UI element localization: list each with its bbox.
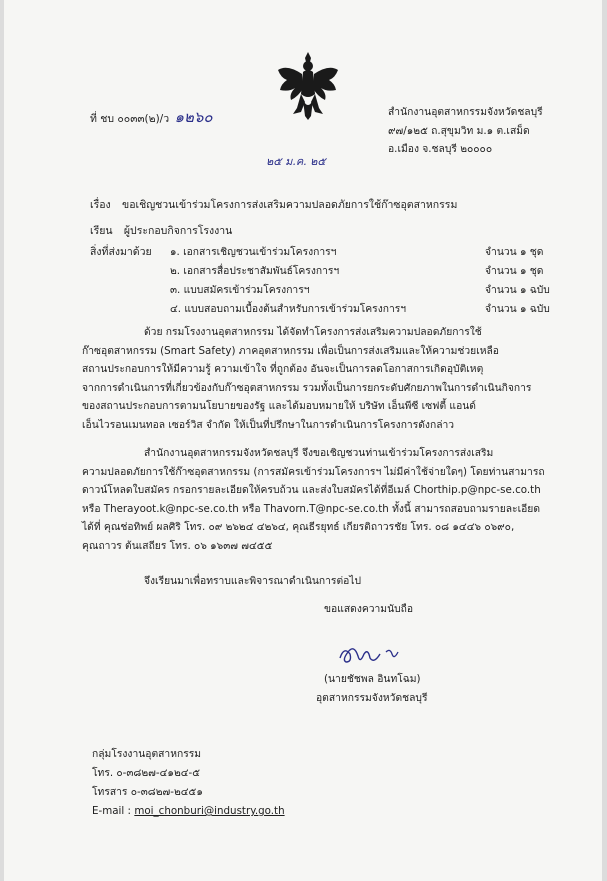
document-number bbox=[90, 105, 213, 129]
body-paragraph-1 bbox=[82, 323, 567, 435]
enclosure-item: ๔. แบบสอบถามเบื้องต้นสำหรับการเข้าร่วมโครงการฯ bbox=[170, 303, 407, 315]
closing-line: จึงเรียนมาเพื่อทราบและพิจารณาดำเนินการต่อไป bbox=[144, 575, 362, 587]
footer-unit: กลุ่มโรงงานอุตสาหกรรม bbox=[92, 748, 202, 760]
footer-phone: โทร. ๐-๓๘๒๗-๔๑๒๔-๕ bbox=[92, 767, 201, 779]
paragraph-line: จากการดำเนินการที่เกี่ยวข้องกับก๊าซอุตสาหกรรม รวมทั้งเป็นการยกระดับศักยภาพในการดำเนินกิจการ bbox=[82, 381, 532, 394]
footer-email-label: E-mail : bbox=[92, 805, 135, 817]
footer-contact bbox=[92, 745, 285, 821]
salutation-label: เรียน bbox=[90, 225, 113, 237]
footer-fax: โทรสาร ๐-๓๘๒๗-๒๔๕๑ bbox=[92, 786, 203, 798]
address-line-3: อ.เมือง จ.ชลบุรี ๒๐๐๐๐ bbox=[388, 143, 493, 155]
paragraph-line: ก๊าซอุตสาหกรรม (Smart Safety) ภาคอุตสาหกรรม เพื่อเป็นการส่งเสริมและให้ความช่วยเหลือ bbox=[82, 344, 499, 357]
enclosure-qty: จำนวน ๑ ฉบับ bbox=[485, 284, 550, 296]
subject-label: เรื่อง bbox=[90, 199, 111, 211]
regards-text: ขอแสดงความนับถือ bbox=[324, 603, 414, 615]
address-line-2: ๙๗/๑๒๕ ถ.สุขุมวิท ม.๑ ต.เสม็ด bbox=[388, 124, 530, 137]
letter-page bbox=[4, 0, 602, 881]
enclosure-qty: จำนวน ๑ ชุด bbox=[485, 265, 544, 277]
enclosure-item: ๒. เอกสารสื่อประชาสัมพันธ์โครงการฯ bbox=[170, 265, 340, 277]
enclosure-item: ๓. แบบสมัครเข้าร่วมโครงการฯ bbox=[170, 284, 310, 296]
sender-address bbox=[388, 103, 543, 159]
handwritten-date: ๒๕ ม.ค. ๒๕ bbox=[266, 155, 326, 168]
salutation-line bbox=[90, 222, 232, 239]
subject-text: ขอเชิญชวนเข้าร่วมโครงการส่งเสริมความปลอดภัยการใช้ก๊าซอุตสาหกรรม bbox=[122, 199, 458, 211]
body-paragraph-2 bbox=[82, 444, 567, 556]
signatory-position: อุตสาหกรรมจังหวัดชลบุรี bbox=[316, 692, 428, 704]
paragraph-line: หรือ Therayoot.k@npc-se.co.th หรือ Thavorn.T@npc-se.co.th ทั้งนี้ สามารถสอบถามรายละเอียด bbox=[82, 502, 541, 515]
signatory-name: (นายชัชพล อินทโฉม) bbox=[324, 673, 421, 685]
paragraph-line: ดาวน์โหลดใบสมัคร กรอกรายละเอียดให้ครบถ้วน และส่งใบสมัครได้ที่อีเมล์ Chorthip.p@npc-se.co.th bbox=[82, 484, 541, 497]
enclosure-item: ๑. เอกสารเชิญชวนเข้าร่วมโครงการฯ bbox=[170, 246, 337, 258]
paragraph-line: สถานประกอบการให้มีความรู้ ความเข้าใจ ที่ถูกต้อง อันจะเป็นการลดโอกาสการเกิดอุบัติเหตุ bbox=[82, 363, 484, 376]
paragraph-line: ความปลอดภัยการใช้ก๊าซอุตสาหกรรม (การสมัครเข้าร่วมโครงการฯ ไม่มีค่าใช้จ่ายใดๆ) โดยท่านสามารถ bbox=[82, 465, 545, 478]
salutation-text: ผู้ประกอบกิจการโรงงาน bbox=[123, 225, 233, 237]
document-number-handwritten: ๑๒๖๐ bbox=[174, 108, 213, 126]
paragraph-line: คุณถาวร ต้นเสถียร โทร. ๐๖ ๑๖๓๗ ๗๔๕๕ bbox=[82, 539, 273, 552]
paragraph-line: เอ็นไวรอนเมนทอล เซอร์วิส จำกัด ให้เป็นที่ปรึกษาในการดำเนินการโครงการดังกล่าว bbox=[82, 418, 455, 431]
paragraph-line: ด้วย กรมโรงงานอุตสาหกรรม ได้จัดทำโครงการส่งเสริมความปลอดภัยการใช้ bbox=[144, 326, 482, 338]
footer-email-line bbox=[92, 802, 285, 821]
handwritten-signature bbox=[334, 640, 414, 670]
subject-line bbox=[90, 196, 457, 213]
footer-email-link[interactable]: moi_chonburi@industry.go.th bbox=[134, 805, 285, 817]
enclosures-label: สิ่งที่ส่งมาด้วย bbox=[90, 246, 152, 258]
enclosure-qty: จำนวน ๑ ชุด bbox=[485, 246, 544, 258]
paragraph-line: ของสถานประกอบการตามนโยบายของรัฐ และได้มอบหมายให้ บริษัท เอ็นพีซี เซฟตี้ แอนด์ bbox=[82, 400, 476, 413]
address-line-1: สำนักงานอุตสาหกรรมจังหวัดชลบุรี bbox=[388, 106, 543, 118]
garuda-emblem bbox=[275, 50, 341, 122]
paragraph-line: สำนักงานอุตสาหกรรมจังหวัดชลบุรี จึงขอเชิญชวนท่านเข้าร่วมโครงการส่งเสริม bbox=[144, 447, 494, 459]
paragraph-line: ได้ที่ คุณช่อทิพย์ ผลศิริ โทร. ๐๙ ๒๖๒๔ ๔๒๖๔, คุณธีรยุทธ์ เกียรติถาวรชัย โทร. ๐๘ ๑๔๔๖ ๐๖๙๐, bbox=[82, 521, 515, 534]
document-number-prefix: ที่ ชบ ๐๐๓๓(๒)/ว bbox=[90, 113, 170, 125]
enclosure-qty: จำนวน ๑ ฉบับ bbox=[485, 303, 550, 315]
